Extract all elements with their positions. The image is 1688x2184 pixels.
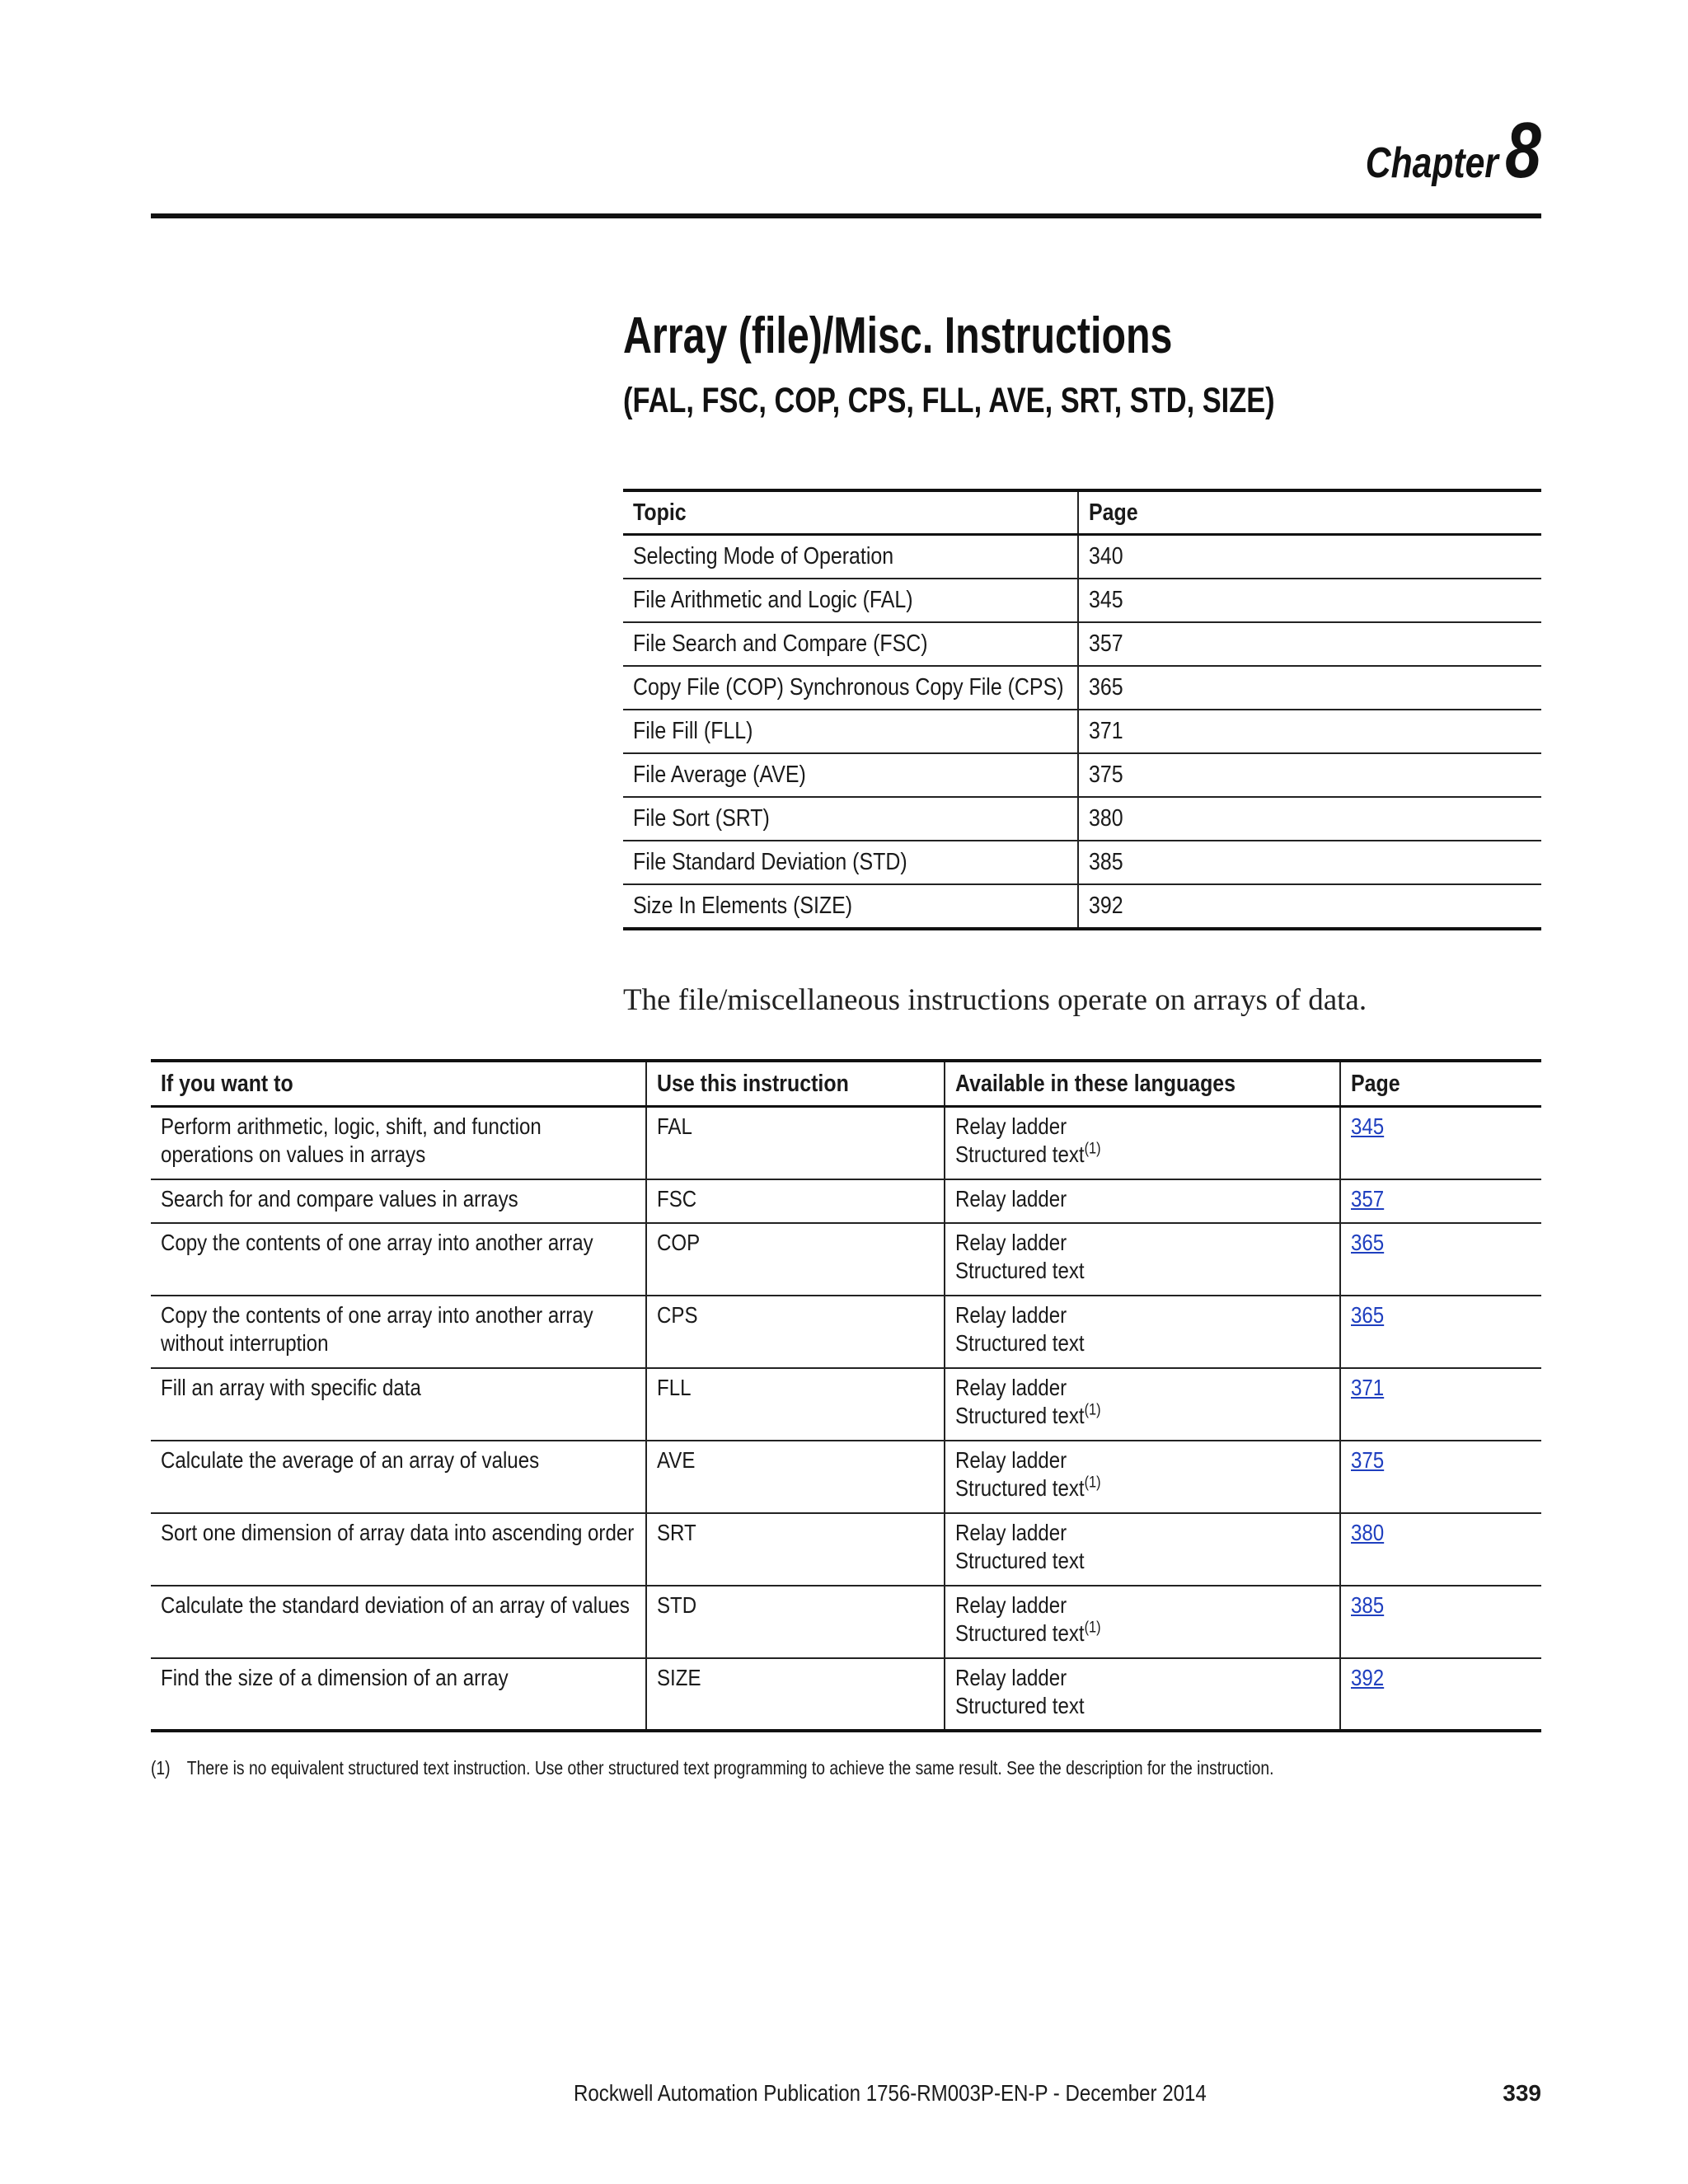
instruction-row [151,1513,1541,1586]
instruction-cell [646,1368,945,1441]
publication-footer: Rockwell Automation Publication 1756-RM003P-EN-P - December 2014 [574,2080,1207,2106]
topic-label: File Standard Deviation (STD) [633,849,907,875]
intro-text: The file/miscellaneous instructions operate on arrays of data. [623,983,1367,1017]
instruction-table [151,1059,1541,1732]
instruction-cell [646,1586,945,1658]
task-cell [151,1586,646,1658]
language-relay-ladder: Relay ladder [955,1229,1067,1255]
topic-page-cell [1078,535,1541,579]
topic-row [623,753,1541,797]
language-relay-ladder: Relay ladder [955,1664,1067,1690]
task-cell [151,1223,646,1296]
task-text: Calculate the standard deviation of an array of values [161,1591,630,1618]
language-structured-text: Structured text [955,1329,1085,1356]
page-link-cell [1340,1223,1541,1296]
topic-label: File Average (AVE) [633,762,806,788]
topic-label: File Sort (SRT) [633,805,770,832]
topic-page-number: 375 [1089,762,1123,788]
topic-row [623,579,1541,622]
topic-label: Copy File (COP) Synchronous Copy File (CPS) [633,674,1064,701]
topic-page-cell [1078,622,1541,666]
language-relay-ladder: Relay ladder [955,1446,1067,1473]
topic-cell [623,535,1078,579]
topic-cell [623,666,1078,710]
topic-label: File Fill (FLL) [633,718,753,744]
instruction-cell [646,1179,945,1223]
page-link-cell [1340,1179,1541,1223]
instr-header-instruction-label: Use this instruction [657,1070,849,1097]
page-link-cell [1340,1441,1541,1513]
languages-cell [945,1296,1340,1368]
footnote-reference: (1) [1084,1140,1101,1158]
task-cell [151,1107,646,1179]
topic-row [623,841,1541,884]
topic-page-number: 380 [1089,805,1123,832]
instruction-mnemonic: FLL [657,1374,692,1400]
topic-header-topic-label: Topic [633,499,687,526]
topic-header-page-label: Page [1089,499,1138,526]
topic-page-cell [1078,841,1541,884]
instr-header-languages-label: Available in these languages [955,1070,1236,1097]
topic-cell [623,753,1078,797]
page-link-cell [1340,1658,1541,1731]
language-relay-ladder: Relay ladder [955,1113,1067,1139]
language-structured-text-line [955,1692,1329,1720]
task-text: Copy the contents of one array into another array without interruption [161,1301,593,1356]
instr-header-task [151,1061,646,1107]
instruction-row [151,1107,1541,1179]
footnote-marker: (1) [151,1757,171,1779]
language-structured-text: Structured text [955,1257,1085,1283]
topic-table [623,489,1541,930]
chapter-number: 8 [1505,106,1541,194]
footnote-reference: (1) [1084,1619,1101,1637]
topic-row [623,622,1541,666]
instruction-cell [646,1658,945,1731]
topic-label: Size In Elements (SIZE) [633,893,853,919]
instruction-mnemonic: CPS [657,1301,698,1328]
topic-row [623,797,1541,841]
topic-header-page [1078,490,1541,535]
instruction-mnemonic: AVE [657,1446,696,1473]
topic-page-cell [1078,579,1541,622]
instruction-row [151,1296,1541,1368]
instruction-mnemonic: FSC [657,1185,697,1212]
language-structured-text: Structured text [955,1141,1085,1167]
language-structured-text-line [955,1141,1329,1169]
topic-row [623,710,1541,753]
chapter-rule-divider [151,213,1541,218]
task-cell [151,1368,646,1441]
instr-header-task-label: If you want to [161,1070,293,1097]
instruction-row [151,1368,1541,1441]
topic-page-number: 392 [1089,893,1123,919]
page-link[interactable]: 345 [1351,1113,1385,1139]
instruction-mnemonic: STD [657,1591,697,1618]
topic-row [623,884,1541,929]
topic-page-number: 345 [1089,587,1123,613]
topic-row [623,535,1541,579]
task-cell [151,1513,646,1586]
topic-page-cell [1078,753,1541,797]
topic-page-cell [1078,710,1541,753]
topic-label: File Search and Compare (FSC) [633,630,928,657]
task-text: Search for and compare values in arrays [161,1185,518,1212]
page-link[interactable]: 371 [1351,1374,1385,1400]
languages-cell [945,1658,1340,1731]
page-link[interactable]: 375 [1351,1446,1385,1473]
language-relay-ladder: Relay ladder [955,1374,1067,1400]
instr-header-languages [945,1061,1340,1107]
topic-table-header-row [623,490,1541,535]
task-text: Perform arithmetic, logic, shift, and function operations on values in arrays [161,1113,542,1167]
topic-page-cell [1078,884,1541,929]
language-structured-text: Structured text [955,1547,1085,1573]
instruction-table-header-row [151,1061,1541,1107]
topic-label: File Arithmetic and Logic (FAL) [633,587,913,613]
footnote-reference: (1) [1084,1474,1101,1492]
task-text: Calculate the average of an array of values [161,1446,540,1473]
page-link-cell [1340,1296,1541,1368]
task-text: Fill an array with specific data [161,1374,421,1400]
languages-cell [945,1368,1340,1441]
page-link[interactable]: 380 [1351,1519,1385,1545]
topic-cell [623,797,1078,841]
topic-page-number: 371 [1089,718,1123,744]
topic-page-number: 365 [1089,674,1123,701]
page-link-cell [1340,1368,1541,1441]
topic-page-cell [1078,666,1541,710]
task-text: Sort one dimension of array data into ascending order [161,1519,635,1545]
footnote-text: There is no equivalent structured text instruction. Use other structured text programming to achieve the same result. See the description for the instruction. [186,1757,1274,1779]
topic-cell [623,579,1078,622]
page-link[interactable]: 357 [1351,1185,1385,1212]
languages-cell [945,1179,1340,1223]
instruction-cell [646,1107,945,1179]
footnote [151,1757,1273,1779]
topic-page-number: 385 [1089,849,1123,875]
page-link-cell [1340,1513,1541,1586]
page-link-cell [1340,1586,1541,1658]
topic-header-topic [623,490,1078,535]
instruction-row [151,1658,1541,1731]
instruction-row [151,1586,1541,1658]
language-relay-ladder: Relay ladder [955,1591,1067,1618]
instruction-cell [646,1513,945,1586]
task-text: Find the size of a dimension of an array [161,1664,509,1690]
task-cell [151,1658,646,1731]
topic-row [623,666,1541,710]
footnote-reference: (1) [1084,1401,1101,1419]
topic-page-cell [1078,797,1541,841]
instruction-mnemonic: SIZE [657,1664,701,1690]
instr-header-page-label: Page [1351,1070,1400,1097]
instr-header-instruction [646,1061,945,1107]
language-structured-text: Structured text [955,1619,1085,1646]
chapter-heading [1366,105,1541,196]
instruction-row [151,1223,1541,1296]
topic-cell [623,622,1078,666]
languages-cell [945,1441,1340,1513]
language-structured-text: Structured text [955,1692,1085,1718]
language-relay-ladder: Relay ladder [955,1519,1067,1545]
instruction-mnemonic: SRT [657,1519,696,1545]
instruction-mnemonic: COP [657,1229,701,1255]
topic-page-number: 357 [1089,630,1123,657]
language-structured-text: Structured text [955,1402,1085,1428]
language-relay-ladder: Relay ladder [955,1301,1067,1328]
instruction-row [151,1441,1541,1513]
topic-cell [623,710,1078,753]
task-cell [151,1441,646,1513]
topic-label: Selecting Mode of Operation [633,543,894,569]
chapter-word: Chapter [1365,139,1499,187]
page-link[interactable]: 365 [1351,1229,1385,1255]
page-subtitle: (FAL, FSC, COP, CPS, FLL, AVE, SRT, STD, SIZE) [623,381,1275,420]
page-link[interactable]: 392 [1351,1664,1385,1690]
languages-cell [945,1586,1340,1658]
instruction-cell [646,1223,945,1296]
language-structured-text-line [955,1402,1329,1430]
page-number: 339 [1503,2080,1541,2106]
topic-cell [623,884,1078,929]
language-structured-text: Structured text [955,1474,1085,1501]
language-structured-text-line [955,1474,1329,1502]
language-relay-ladder: Relay ladder [955,1185,1067,1212]
instruction-cell [646,1296,945,1368]
instruction-row [151,1179,1541,1223]
topic-cell [623,841,1078,884]
languages-cell [945,1513,1340,1586]
task-cell [151,1296,646,1368]
instruction-cell [646,1441,945,1513]
language-structured-text-line [955,1547,1329,1575]
page-title: Array (file)/Misc. Instructions [623,307,1173,364]
language-structured-text-line [955,1329,1329,1357]
languages-cell [945,1223,1340,1296]
instr-header-page [1340,1061,1541,1107]
languages-cell [945,1107,1340,1179]
task-text: Copy the contents of one array into another array [161,1229,593,1255]
task-cell [151,1179,646,1223]
language-structured-text-line [955,1257,1329,1285]
instruction-mnemonic: FAL [657,1113,692,1139]
language-structured-text-line [955,1619,1329,1647]
page-link[interactable]: 385 [1351,1591,1385,1618]
topic-page-number: 340 [1089,543,1123,569]
page-link[interactable]: 365 [1351,1301,1385,1328]
page-link-cell [1340,1107,1541,1179]
